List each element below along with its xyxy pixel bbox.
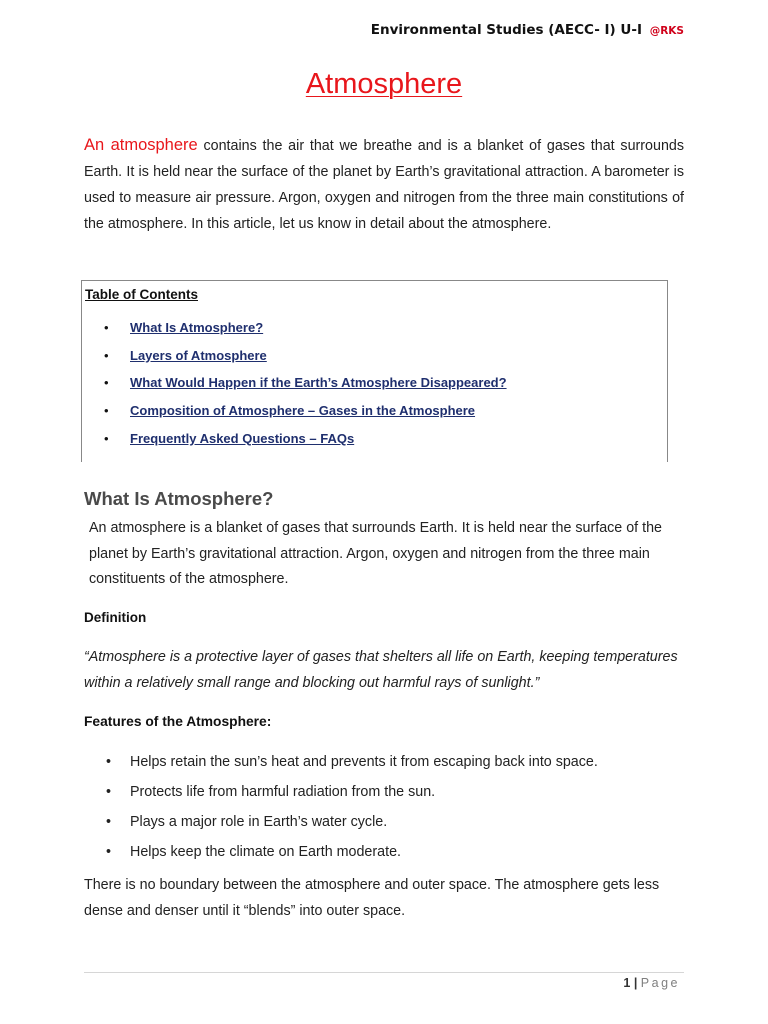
author-tag: @RKS <box>649 25 684 37</box>
bullet-icon: • <box>104 403 109 419</box>
definition-heading: Definition <box>84 610 147 625</box>
features-heading: Features of the Atmosphere: <box>84 714 272 729</box>
intro-lead: An atmosphere <box>84 136 198 154</box>
toc-link-what-is-atmosphere[interactable]: What Is Atmosphere? <box>130 320 264 335</box>
section-heading: What Is Atmosphere? <box>84 488 274 509</box>
section-paragraph: An atmosphere is a blanket of gases that surrounds Earth. It is held near the surface of the planet by Earth’s gravitational attraction. Argon, oxygen and nitrogen from the three main constituents of the atmosphere. <box>89 520 662 587</box>
bullet-icon: • <box>104 347 109 363</box>
toc-link-disappeared[interactable]: What Would Happen if the Earth’s Atmosphere Disappeared? <box>130 375 507 391</box>
bullet-icon: • <box>104 430 109 446</box>
page-footer <box>623 976 680 990</box>
page-title: Atmosphere <box>305 68 463 100</box>
feature-text: Protects life from harmful radiation from the sun. <box>130 784 436 800</box>
running-header <box>371 22 684 38</box>
closing-paragraph: There is no boundary between the atmosphere and outer space. The atmosphere gets less dense and denser until it “blends” into outer space. <box>84 877 660 919</box>
course-title: Environmental Studies (AECC- I) U-I <box>370 22 642 38</box>
bullet-icon: • <box>104 375 109 391</box>
bullet-icon: • <box>106 814 112 830</box>
page-number: 1 <box>623 976 631 990</box>
bullet-icon: • <box>106 754 112 770</box>
bullet-icon: • <box>104 320 109 335</box>
toc-link-faqs[interactable]: Frequently Asked Questions – FAQs <box>130 430 355 446</box>
bullet-icon: • <box>106 844 112 860</box>
page-label: Page <box>640 976 680 990</box>
toc-link-composition[interactable]: Composition of Atmosphere – Gases in the Atmosphere <box>130 403 476 419</box>
intro-paragraph <box>84 132 684 237</box>
feature-text: Plays a major role in Earth’s water cycle. <box>130 814 388 830</box>
definition-quote: “Atmosphere is a protective layer of gases that shelters all life on Earth, keeping temperatures within a relatively small range and blocking out harmful rays of sunlight.” <box>84 649 678 691</box>
bullet-icon: • <box>106 784 112 800</box>
intro-text: contains the air that we breathe and is a blanket of gases that surrounds Earth. It is held near the surface of the planet by Earth’s gravitational attraction. A barometer is used to measure air pressure. Argon, oxygen and nitrogen from the three main constitutions of the atmosphere. In this article, let us know in detail about the atmosphere. <box>84 138 684 232</box>
toc-heading: Table of Contents <box>85 287 198 302</box>
feature-text: Helps keep the climate on Earth moderate. <box>130 844 401 860</box>
table-of-contents <box>81 280 668 462</box>
footer-separator: | <box>633 976 638 990</box>
footer-divider <box>84 972 684 973</box>
toc-link-layers[interactable]: Layers of Atmosphere <box>130 347 267 363</box>
feature-text: Helps retain the sun’s heat and prevents it from escaping back into space. <box>130 754 598 770</box>
